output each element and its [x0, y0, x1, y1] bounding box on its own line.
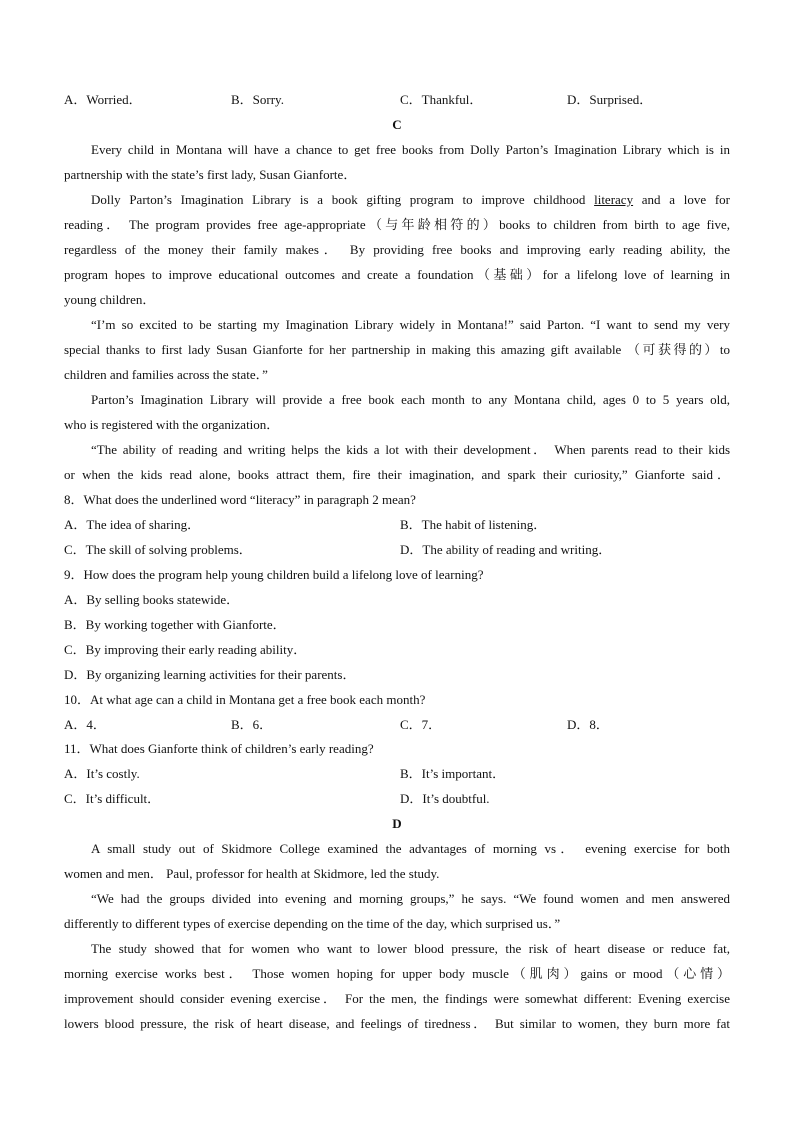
passage-c-line: children and families across the state．” [64, 367, 268, 382]
passage-c-line: “The ability of reading and writing helps the kids a lot with their development． When parents read to their kids [91, 442, 730, 457]
question-option: A．It’s costly. [64, 766, 140, 781]
question-option: D．It’s doubtful. [400, 791, 490, 806]
passage-c-text: Dolly Parton’s Imagination Library is a book gifting program to improve childhood [91, 192, 595, 207]
passage-d-line: A small study out of Skidmore College examined the advantages of morning vs． evening exercise for both [91, 841, 730, 856]
passage-c-line: special thanks to first lady Susan Gianforte for her partnership in making this amazing gift available （可获得的）to [64, 342, 730, 357]
passage-c-line: young children． [64, 292, 156, 307]
passage-d-line: improvement should consider evening exercise． For the men, the findings were somewhat different: Evening exercise [64, 991, 730, 1006]
question-option: D．By organizing learning activities for their parents． [64, 667, 356, 682]
question-stem: 8．What does the underlined word “literacy” in paragraph 2 mean? [64, 492, 416, 507]
top-option-a: A．Worried． [64, 92, 142, 107]
passage-d-line: lowers blood pressure, the risk of heart disease, and feelings of tiredness． But similar to women, they burn more fat [64, 1016, 730, 1031]
passage-c-line: regardless of the money their family makes． By providing free books and improving early reading ability, the [64, 242, 730, 257]
passage-d-line: women and men． Paul, professor for health at Skidmore, led the study. [64, 866, 440, 881]
question-option: B．The habit of listening． [400, 517, 547, 532]
passage-d-line: The study showed that for women who want to lower blood pressure, the risk of heart disease or reduce fat, [91, 941, 730, 956]
question-option: B．It’s important． [400, 766, 506, 781]
question-stem: 10．At what age can a child in Montana get a free book each month? [64, 692, 426, 707]
passage-c-line: “I’m so excited to be starting my Imagination Library widely in Montana!” said Parton. “I want to send my very [91, 317, 730, 332]
passage-c-line: program hopes to improve educational outcomes and create a foundation（基础）for a lifelong love of learning in [64, 267, 730, 282]
question-option: D．8． [567, 717, 609, 732]
question-stem: 11．What does Gianforte think of children’s early reading? [64, 741, 374, 756]
question-option: A．The idea of sharing． [64, 517, 201, 532]
section-d-heading: D [392, 816, 402, 831]
question-option: C．By improving their early reading ability． [64, 642, 307, 657]
section-c-heading: C [392, 117, 402, 132]
question-option: C．The skill of solving problems． [64, 542, 252, 557]
question-option: B．6． [231, 717, 273, 732]
question-option: B．By working together with Gianforte． [64, 617, 286, 632]
top-option-d: D．Surprised． [567, 92, 653, 107]
top-option-c: C．Thankful． [400, 92, 483, 107]
question-stem: 9．How does the program help young children build a lifelong love of learning? [64, 567, 484, 582]
passage-c-text: and a love for [633, 192, 730, 207]
underlined-word-literacy: literacy [594, 192, 634, 207]
passage-c-line: Parton’s Imagination Library will provide a free book each month to any Montana child, ages 0 to 5 years old, [91, 392, 730, 407]
question-option: C．7． [400, 717, 442, 732]
question-option: A．4． [64, 717, 106, 732]
passage-c-line: Every child in Montana will have a chance to get free books from Dolly Parton’s Imagination Library which is in [91, 142, 730, 157]
passage-d-line: differently to different types of exercise depending on the time of the day, which surprised us．” [64, 916, 561, 931]
passage-c-line: who is registered with the organization． [64, 417, 280, 432]
passage-c-line: partnership with the state’s first lady, Susan Gianforte． [64, 167, 357, 182]
passage-d-line: “We had the groups divided into evening and morning groups,” he says. “We found women and men answered [91, 891, 730, 906]
passage-d-line: morning exercise works best． Those women hoping for upper body muscle（肌肉）gains or mood（心情） [64, 966, 730, 981]
top-option-b: B．Sorry. [231, 92, 284, 107]
passage-c-line: or when the kids read alone, books attract them, fire their imagination, and spark their curiosity,” Gianforte said． [64, 467, 730, 482]
question-option: C．It’s difficult． [64, 791, 161, 806]
passage-c-line [91, 192, 730, 208]
passage-c-line: reading． The program provides free age-appropriate（与年龄相符的）books to children from birth to age five, [64, 217, 730, 232]
question-option: D．The ability of reading and writing． [400, 542, 612, 557]
question-option: A．By selling books statewide． [64, 592, 240, 607]
